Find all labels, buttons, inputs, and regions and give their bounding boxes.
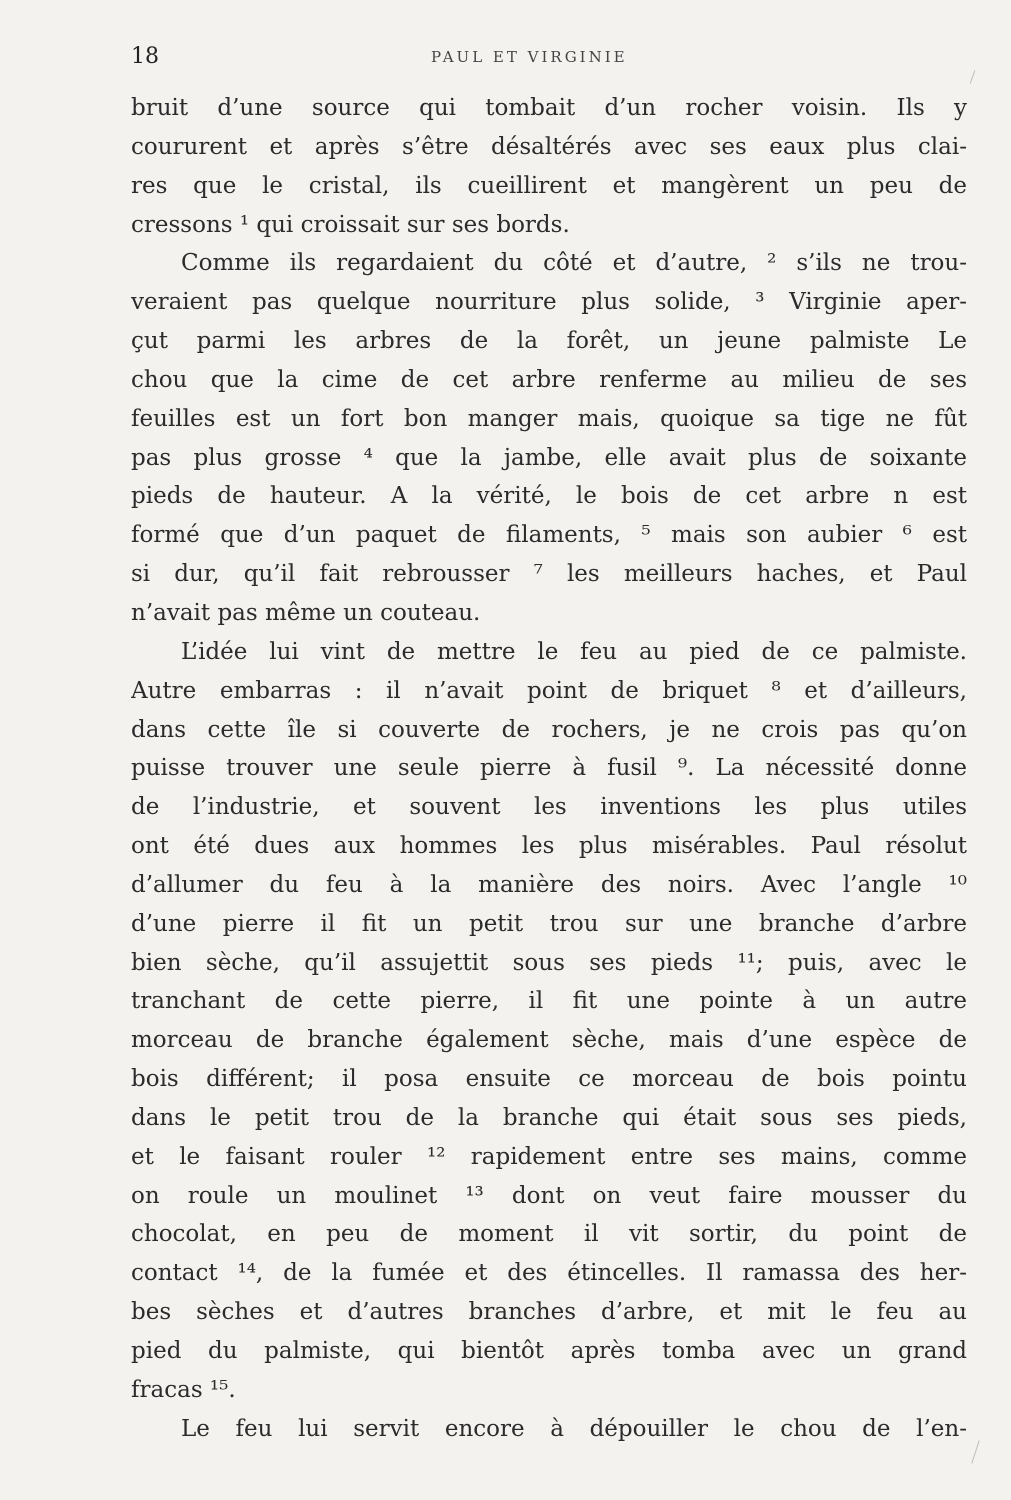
- text-line: dans cette île si couverte de rochers, je ne crois pas qu’on: [131, 716, 967, 743]
- scan-mark: [971, 1440, 979, 1463]
- text-line: morceau de branche également sèche, mais d’une espèce de: [131, 1027, 967, 1054]
- text-line: tranchant de cette pierre, il fit une pointe à un autre: [131, 988, 967, 1015]
- body-text: [131, 89, 967, 1449]
- text-line: bois différent; il posa ensuite ce morceau de bois pointu: [131, 1066, 967, 1093]
- text-line: res que le cristal, ils cueillirent et mangèrent un peu de: [131, 172, 967, 199]
- text-line: formé que d’un paquet de filaments, ⁵ mais son aubier ⁶ est: [131, 522, 967, 549]
- text-line: bien sèche, qu’il assujettit sous ses pieds ¹¹; puis, avec le: [131, 949, 967, 976]
- scan-mark: [970, 70, 976, 83]
- text-line: Autre embarras : il n’avait point de briquet ⁸ et d’ailleurs,: [131, 677, 967, 704]
- text-line: puisse trouver une seule pierre à fusil ⁹. La nécessité donne: [131, 755, 967, 782]
- text-line: contact ¹⁴, de la fumée et des étincelles. Il ramassa des her-: [131, 1260, 967, 1287]
- text-line: bruit d’une source qui tombait d’un rocher voisin. Ils y: [131, 95, 967, 121]
- text-line: on roule un moulinet ¹³ dont on veut faire mousser du: [131, 1182, 967, 1209]
- text-line: veraient pas quelque nourriture plus solide, ³ Virginie aper-: [131, 289, 967, 316]
- text-line: et le faisant rouler ¹² rapidement entre ses mains, comme: [131, 1143, 967, 1170]
- running-title: PAUL ET VIRGINIE: [431, 48, 628, 66]
- text-line: pieds de hauteur. A la vérité, le bois de cet arbre n est: [131, 483, 967, 510]
- text-line: d’allumer du feu à la manière des noirs. Avec l’angle ¹⁰: [131, 871, 967, 898]
- text-line: cressons ¹ qui croissait sur ses bords.: [131, 211, 570, 238]
- text-line: bes sèches et d’autres branches d’arbre, et mit le feu au: [131, 1299, 967, 1326]
- text-line: n’avait pas même un couteau.: [131, 599, 481, 626]
- text-line: de l’industrie, et souvent les inventions les plus utiles: [131, 794, 967, 821]
- text-line: ont été dues aux hommes les plus misérables. Paul résolut: [131, 833, 967, 860]
- text-line: pied du palmiste, qui bientôt après tomba avec un grand: [131, 1338, 967, 1364]
- text-line: d’une pierre il fit un petit trou sur une branche d’arbre: [131, 910, 967, 937]
- page-number: 18: [131, 44, 159, 69]
- text-line: L’idée lui vint de mettre le feu au pied de ce palmiste.: [181, 638, 967, 665]
- text-line: chocolat, en peu de moment il vit sortir, du point de: [131, 1221, 967, 1248]
- text-line: pas plus grosse ⁴ que la jambe, elle avait plus de soixante: [131, 444, 967, 471]
- text-line: çut parmi les arbres de la forêt, un jeune palmiste Le: [131, 328, 967, 355]
- text-line: feuilles est un fort bon manger mais, quoique sa tige ne fût: [131, 405, 967, 432]
- text-line: coururent et après s’être désaltérés avec ses eaux plus clai-: [131, 133, 967, 160]
- text-line: fracas ¹⁵.: [131, 1376, 236, 1403]
- page-header: [131, 44, 967, 76]
- text-line: Le feu lui servit encore à dépouiller le chou de l’en-: [181, 1415, 967, 1442]
- text-line: dans le petit trou de la branche qui était sous ses pieds,: [131, 1104, 967, 1131]
- text-line: si dur, qu’il fait rebrousser ⁷ les meilleurs haches, et Paul: [131, 561, 967, 588]
- text-line: chou que la cime de cet arbre renferme au milieu de ses: [131, 366, 967, 393]
- text-line: Comme ils regardaient du côté et d’autre, ² s’ils ne trou-: [181, 250, 967, 277]
